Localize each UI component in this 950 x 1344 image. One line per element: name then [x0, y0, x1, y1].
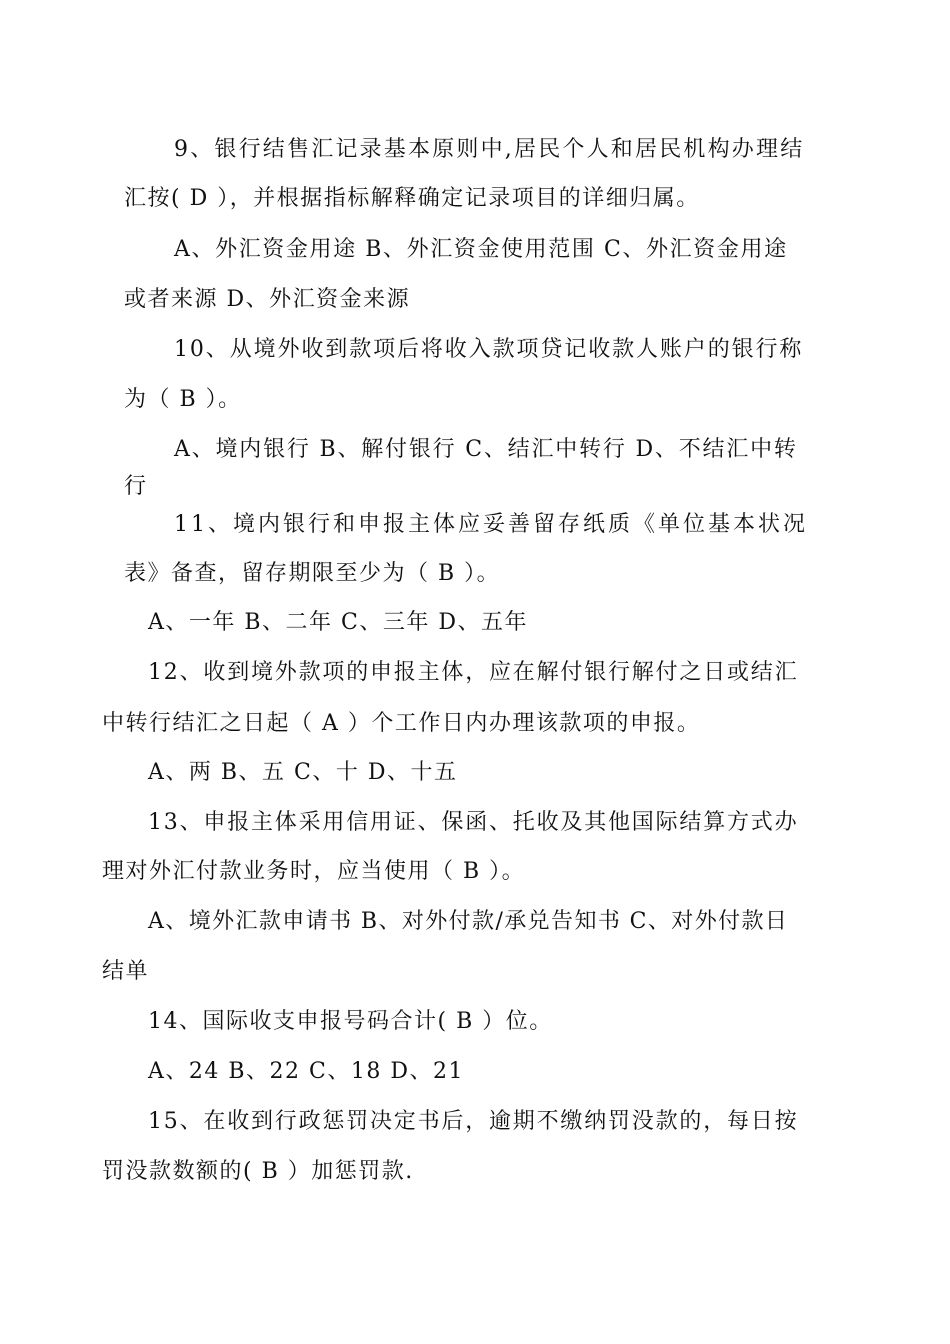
question-10-options-line-2: 行	[124, 474, 148, 499]
question-12-options: A、两 B、五 C、十 D、十五	[148, 760, 458, 785]
question-15-line-1: 15、在收到行政惩罚决定书后，逾期不缴纳罚没款的，每日按	[148, 1109, 799, 1134]
question-11-options: A、一年 B、二年 C、三年 D、五年	[148, 610, 529, 635]
question-11-line-1: 11、境内银行和申报主体应妥善留存纸质《单位基本状况	[174, 512, 808, 537]
question-11-line-2: 表》备查，留存期限至少为（ B ）。	[124, 561, 501, 586]
question-13-line-1: 13、申报主体采用信用证、保函、托收及其他国际结算方式办	[148, 810, 799, 835]
question-10-line-1: 10、从境外收到款项后将收入款项贷记收款人账户的银行称	[174, 337, 804, 362]
question-13-options-line-1: A、境外汇款申请书 B、对外付款/承兑告知书 C、对外付款日	[148, 909, 789, 934]
question-9-options-line-2: 或者来源 D、外汇资金来源	[124, 287, 411, 312]
question-12-line-2: 中转行结汇之日起（ A ）个工作日内办理该款项的申报。	[102, 711, 701, 736]
question-14: 14、国际收支申报号码合计( B ）位。	[148, 1009, 553, 1034]
question-9-options-line-1: A、外汇资金用途 B、外汇资金使用范围 C、外汇资金用途	[174, 237, 788, 262]
question-15-line-2: 罚没款数额的( B ）加惩罚款.	[102, 1159, 414, 1184]
question-9-line-1: 9、银行结售汇记录基本原则中,居民个人和居民机构办理结	[174, 137, 805, 162]
question-12-line-1: 12、收到境外款项的申报主体，应在解付银行解付之日或结汇	[148, 660, 799, 685]
question-13-line-2: 理对外汇付款业务时，应当使用（ B ）。	[102, 859, 526, 884]
question-10-line-2: 为（ B ）。	[124, 387, 242, 412]
question-13-options-line-2: 结单	[102, 959, 150, 984]
question-9-line-2: 汇按( D ），并根据指标解释确定记录项目的详细归属。	[124, 186, 700, 211]
question-10-options-line-1: A、境内银行 B、解付银行 C、结汇中转行 D、不结汇中转	[174, 437, 798, 462]
question-14-options: A、24 B、22 C、18 D、21	[148, 1059, 464, 1084]
